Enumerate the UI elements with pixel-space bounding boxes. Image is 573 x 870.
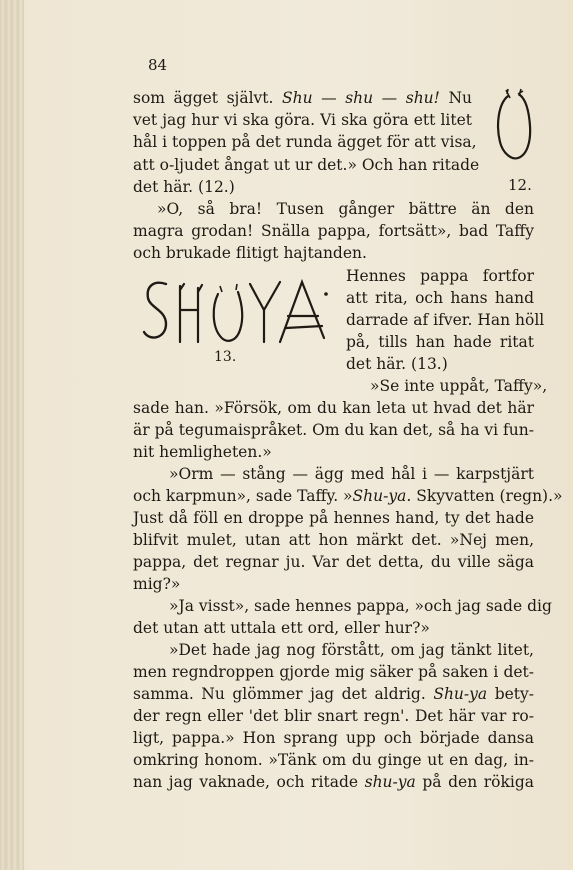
text-line (346, 332, 534, 352)
text-segment: blifvit mulet, utan att hon märkt det. »Nej men, (133, 531, 534, 549)
text-line (133, 486, 563, 506)
text-line (133, 618, 430, 638)
text-segment: mig?» (133, 575, 181, 593)
text-line (157, 199, 534, 219)
text-segment: och brukade flitigt hajtanden. (133, 244, 367, 262)
text-segment: pappa, det regnar ju. Var det detta, du ville säga (133, 553, 534, 571)
text-line (370, 376, 548, 396)
text-line (169, 640, 534, 660)
text-segment: Just då föll en droppe på hennes hand, ty det hade (133, 509, 534, 527)
text-line (133, 88, 472, 108)
text-segment: — (312, 89, 346, 107)
italic-text: Shu (282, 89, 313, 107)
page-number: 84 (148, 56, 168, 74)
italic-text: shu-ya (364, 773, 416, 791)
text-segment: — (373, 89, 406, 107)
text-segment: nit hemligheten.» (133, 443, 272, 461)
text-segment: Hennes pappa fortfor (346, 267, 534, 285)
text-line (133, 772, 534, 792)
text-segment: som ägget självt. (133, 89, 282, 107)
text-segment: vet jag hur vi ska göra. Vi ska göra ett litet (133, 111, 472, 129)
text-segment: och karpmun», sade Taffy. » (133, 487, 353, 505)
figure-13-shuya-drawing (140, 276, 330, 346)
text-segment: på, tills han hade ritat (346, 333, 534, 351)
text-segment: »O, så bra! Tusen gånger bättre än den (157, 200, 534, 218)
text-line (133, 684, 534, 704)
text-segment: »Se inte uppåt, Taffy», (370, 377, 548, 395)
figure-12-egg-drawing (494, 86, 534, 166)
text-line (346, 354, 534, 374)
figure-12-label: 12. (508, 176, 532, 194)
text-line (133, 398, 534, 418)
text-segment: darrade af ifver. Han höll (346, 311, 545, 329)
text-segment: det här. (13.) (346, 355, 448, 373)
italic-text: Shu-ya. (352, 487, 412, 505)
text-segment: »Det hade jag nog förstått, om jag tänkt litet, (169, 641, 534, 659)
text-segment: der regn eller 'det blir snart regn'. Det här var ro- (133, 707, 534, 725)
figure-13-label: 13. (214, 349, 237, 365)
text-line (133, 662, 534, 682)
text-line (169, 464, 534, 484)
italic-text: shu (345, 89, 374, 107)
text-segment: »Orm — stång — ägg med hål i — karpstjärt (169, 465, 534, 483)
text-segment: omkring honom. »Tänk om du ginge ut en dag, in- (133, 751, 534, 769)
text-line (133, 132, 477, 152)
text-line (346, 266, 534, 286)
text-line (169, 596, 552, 616)
text-segment: Nu (439, 89, 472, 107)
page-gutter (0, 0, 24, 870)
text-segment: att o-ljudet ångat ut ur det.» Och han ritade (133, 156, 480, 174)
text-segment: hål i toppen på det runda ägget för att visa, (133, 133, 477, 151)
text-segment: på den rökiga (415, 773, 535, 791)
text-segment: magra grodan! Snälla pappa, fortsätt», bad Taffy (133, 222, 534, 240)
text-line (133, 508, 534, 528)
text-line (346, 288, 534, 308)
text-segment: »Ja visst», sade hennes pappa, »och jag sade dig (169, 597, 552, 615)
text-line (133, 552, 534, 572)
text-line (133, 420, 534, 440)
text-segment: det här. (12.) (133, 178, 235, 196)
text-segment: ligt, pappa.» Hon sprang upp och började dansa (133, 729, 534, 747)
text-line (133, 110, 472, 130)
italic-text: shu! (405, 89, 440, 107)
text-line (133, 221, 534, 241)
text-segment: samma. Nu glömmer jag det aldrig. (133, 685, 434, 703)
text-segment: att rita, och hans hand (346, 289, 534, 307)
text-line (346, 310, 545, 330)
text-segment: sade han. »Försök, om du kan leta ut hvad det här (133, 399, 534, 417)
text-segment: nan jag vaknade, och ritade (133, 773, 365, 791)
text-line (133, 750, 534, 770)
text-line (133, 574, 180, 594)
text-segment: Skyvatten (regn).» (411, 487, 563, 505)
text-line (133, 728, 534, 748)
text-segment: är på tegumaispråket. Om du kan det, så ha vi fun- (133, 421, 534, 439)
text-segment: men regndroppen gjorde mig säker på saken i det- (133, 663, 534, 681)
text-line (133, 530, 534, 550)
text-line (133, 442, 272, 462)
text-line (133, 177, 235, 197)
text-segment: det utan att uttala ett ord, eller hur?» (133, 619, 430, 637)
italic-text: Shu-ya (433, 685, 488, 703)
text-line (133, 706, 534, 726)
text-line (133, 155, 480, 175)
text-segment: bety- (487, 685, 535, 703)
text-line (133, 243, 367, 263)
